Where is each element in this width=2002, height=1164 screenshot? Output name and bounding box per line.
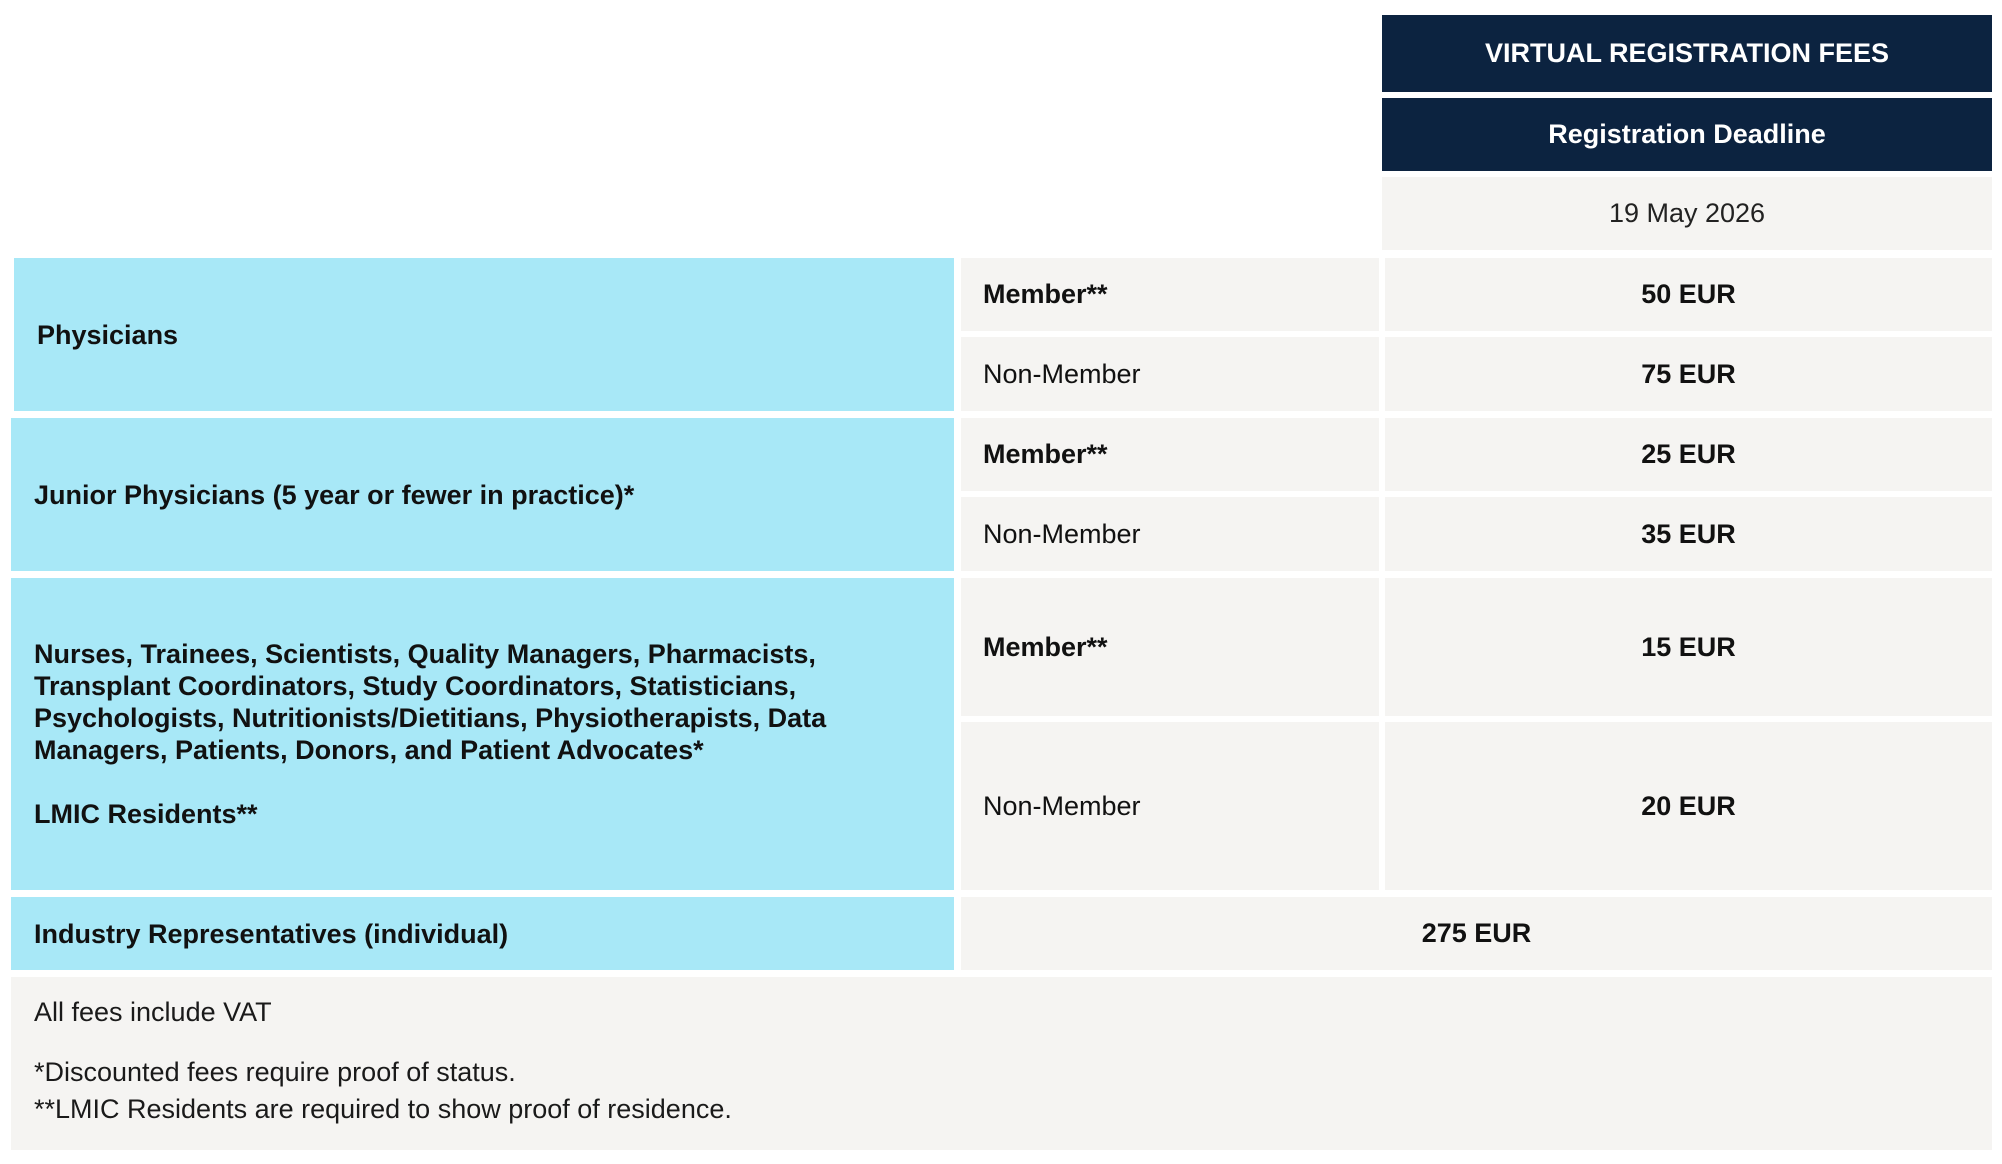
nonmember-label-cell	[961, 337, 1379, 411]
fee-cell	[1385, 497, 1992, 571]
footnote-discount: *Discounted fees require proof of status.	[34, 1057, 516, 1087]
nonmember-label: Non-Member	[983, 358, 1141, 389]
category-label: Industry Representatives (individual)	[34, 918, 509, 949]
member-label: Member**	[983, 631, 1108, 662]
deadline-date-cell	[1382, 177, 1992, 250]
fees-title: VIRTUAL REGISTRATION FEES	[1484, 38, 1890, 68]
category-physicians	[14, 258, 954, 411]
category-line: Managers, Patients, Donors, and Patient Advocates*	[34, 735, 704, 765]
fee-cell	[1385, 722, 1992, 890]
vat-note: All fees include VAT	[34, 997, 272, 1027]
nonmember-label: Non-Member	[983, 518, 1141, 549]
member-label-cell	[961, 258, 1379, 331]
notes-section	[11, 977, 1992, 1150]
category-line: Psychologists, Nutritionists/Dietitians, Physiotherapists, Data	[34, 703, 827, 733]
member-label-cell	[961, 418, 1379, 491]
category-industry	[11, 897, 954, 970]
member-label-cell	[961, 578, 1379, 716]
fee-cell	[1385, 258, 1992, 331]
category-multiline	[34, 638, 826, 830]
nonmember-label: Non-Member	[983, 790, 1141, 821]
member-label: Member**	[983, 279, 1108, 309]
nonmember-label-cell	[961, 497, 1379, 571]
fee-value: 50 EUR	[1641, 279, 1736, 309]
deadline-label: Registration Deadline	[1548, 119, 1826, 149]
nonmember-label-cell	[961, 722, 1379, 890]
category-line: Transplant Coordinators, Study Coordinators, Statisticians,	[34, 671, 797, 701]
fee-cell	[1385, 578, 1992, 716]
fee-cell	[1385, 418, 1992, 491]
member-label: Member**	[983, 439, 1108, 469]
fee-value: 20 EUR	[1641, 790, 1736, 821]
category-line: Nurses, Trainees, Scientists, Quality Managers, Pharmacists,	[34, 639, 816, 669]
deadline-header	[1382, 98, 1992, 171]
deadline-date: 19 May 2026	[1608, 198, 1766, 228]
industry-fee-cell	[961, 897, 1992, 970]
category-allied-professionals	[11, 578, 954, 890]
category-label: Junior Physicians (5 year or fewer in practice)*	[34, 479, 635, 510]
footnote-lmic: **LMIC Residents are required to show proof of residence.	[34, 1094, 732, 1124]
fee-value: 15 EUR	[1641, 631, 1736, 662]
category-extra: LMIC Residents**	[34, 799, 258, 829]
fee-value: 75 EUR	[1641, 358, 1736, 389]
fees-title-header	[1382, 15, 1992, 92]
fee-value: 25 EUR	[1641, 439, 1736, 469]
fee-cell	[1385, 337, 1992, 411]
category-junior-physicians	[11, 418, 954, 571]
category-label: Physicians	[37, 319, 179, 350]
fee-value: 35 EUR	[1641, 518, 1736, 549]
fee-value: 275 EUR	[1421, 918, 1532, 948]
